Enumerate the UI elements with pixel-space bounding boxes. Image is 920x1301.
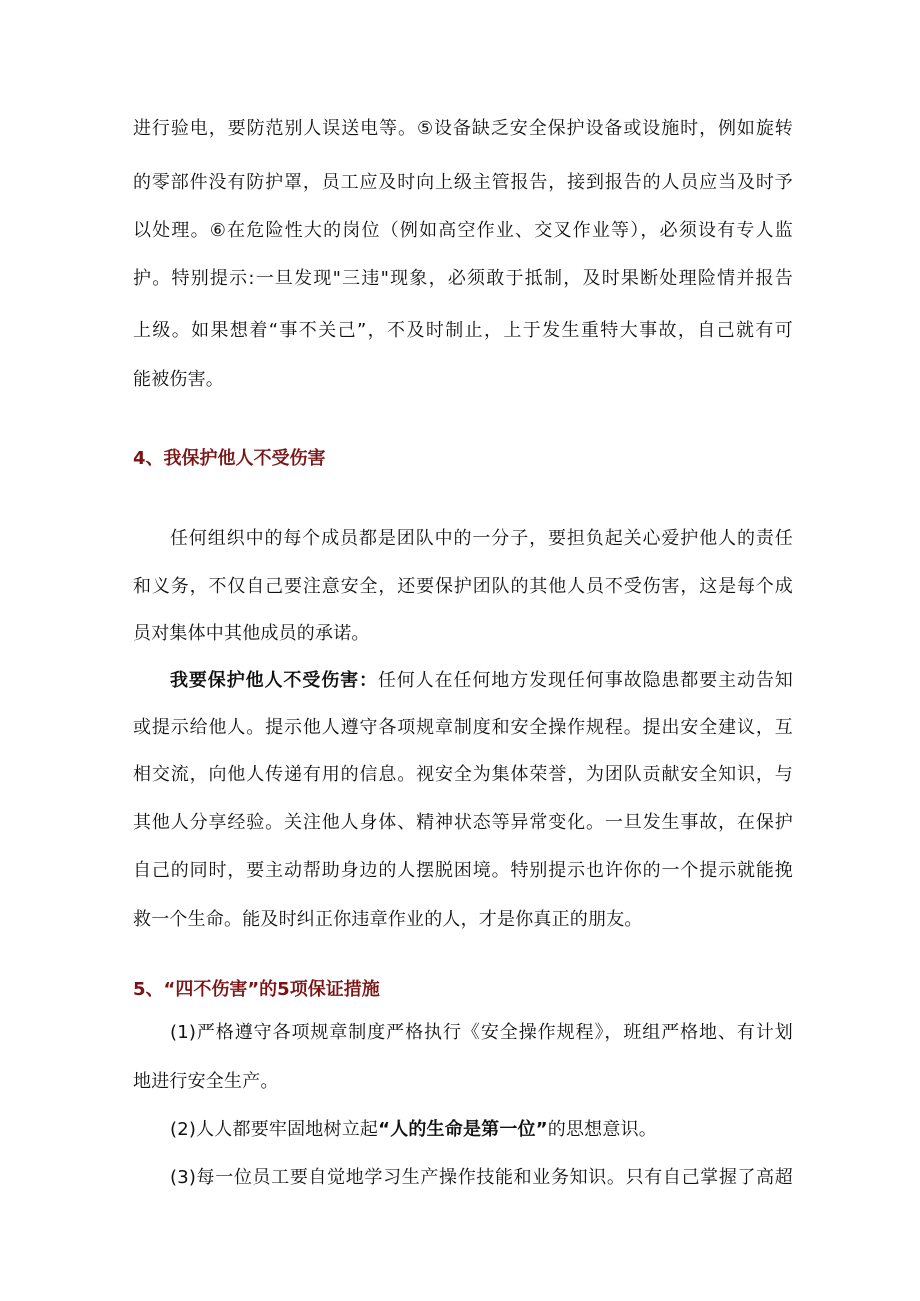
- body-line: 以处理。⑥在危险性大的岗位（例如高空作业、交叉作业等），必须设有专人监: [133, 220, 793, 241]
- body-line: 的零部件没有防护罩，员工应及时向上级主管报告，接到报告的人员应当及时予: [133, 172, 793, 193]
- body-line: 进行验电，要防范别人误送电等。⑤设备缺乏安全保护设备或设施时，例如旋转: [133, 118, 793, 139]
- body-line: 护。特别提示:一旦发现"三违"现象，必须敢于抵制，及时果断处理险情并报告: [133, 268, 793, 289]
- body-line: 其他人分享经验。关注他人身体、精神状态等异常变化。一旦发生事故，在保护: [133, 812, 793, 833]
- body-text: 任何人在任何地方发现任何事故隐患都要主动告知: [377, 670, 793, 691]
- body-line: (1)严格遵守各项规章制度严格执行《安全操作规程》，班组严格地、有计划: [170, 1022, 793, 1043]
- body-line: 自己的同时，要主动帮助身边的人摆脱困境。特别提示也许你的一个提示就能挽: [133, 860, 793, 881]
- body-line: 地进行安全生产。: [133, 1071, 279, 1092]
- body-line: [170, 669, 793, 693]
- body-line: (3)每一位员工要自觉地学习生产操作技能和业务知识。只有自己掌握了高超: [170, 1167, 793, 1188]
- body-line: 上级。如果想着“事不关己”，不及时制止，上于发生重特大事故，自己就有可: [133, 320, 793, 341]
- body-line: 或提示给他人。提示他人遵守各项规章制度和安全操作规程。提出安全建议，互: [133, 717, 793, 738]
- body-line: 相交流，向他人传递有用的信息。视安全为集体荣誉，为团队贡献安全知识，与: [133, 764, 793, 785]
- body-line: [170, 1118, 793, 1142]
- body-text: (2)人人都要牢固地树立起: [170, 1119, 379, 1140]
- section-heading-5: 5、“四不伤害”的5项保证措施: [133, 979, 380, 1000]
- body-line: 员对集体中其他成员的承诺。: [133, 623, 370, 644]
- section-heading-4: 4、我保护他人不受伤害: [133, 448, 326, 469]
- bold-lead-text: 我要保护他人不受伤害：: [170, 670, 378, 691]
- body-text: 的思想意识。: [547, 1119, 657, 1140]
- body-line: 任何组织中的每个成员都是团队中的一分子，要担负起关心爱护他人的责任: [170, 528, 793, 549]
- bold-emphasis-text: “人的生命是第一位”: [378, 1119, 548, 1140]
- body-line: 救一个生命。能及时纠正你违章作业的人，才是你真正的朋友。: [133, 909, 643, 930]
- body-line: 能被伤害。: [133, 369, 224, 390]
- body-line: 和义务，不仅自己要注意安全，还要保护团队的其他人员不受伤害，这是每个成: [133, 576, 793, 597]
